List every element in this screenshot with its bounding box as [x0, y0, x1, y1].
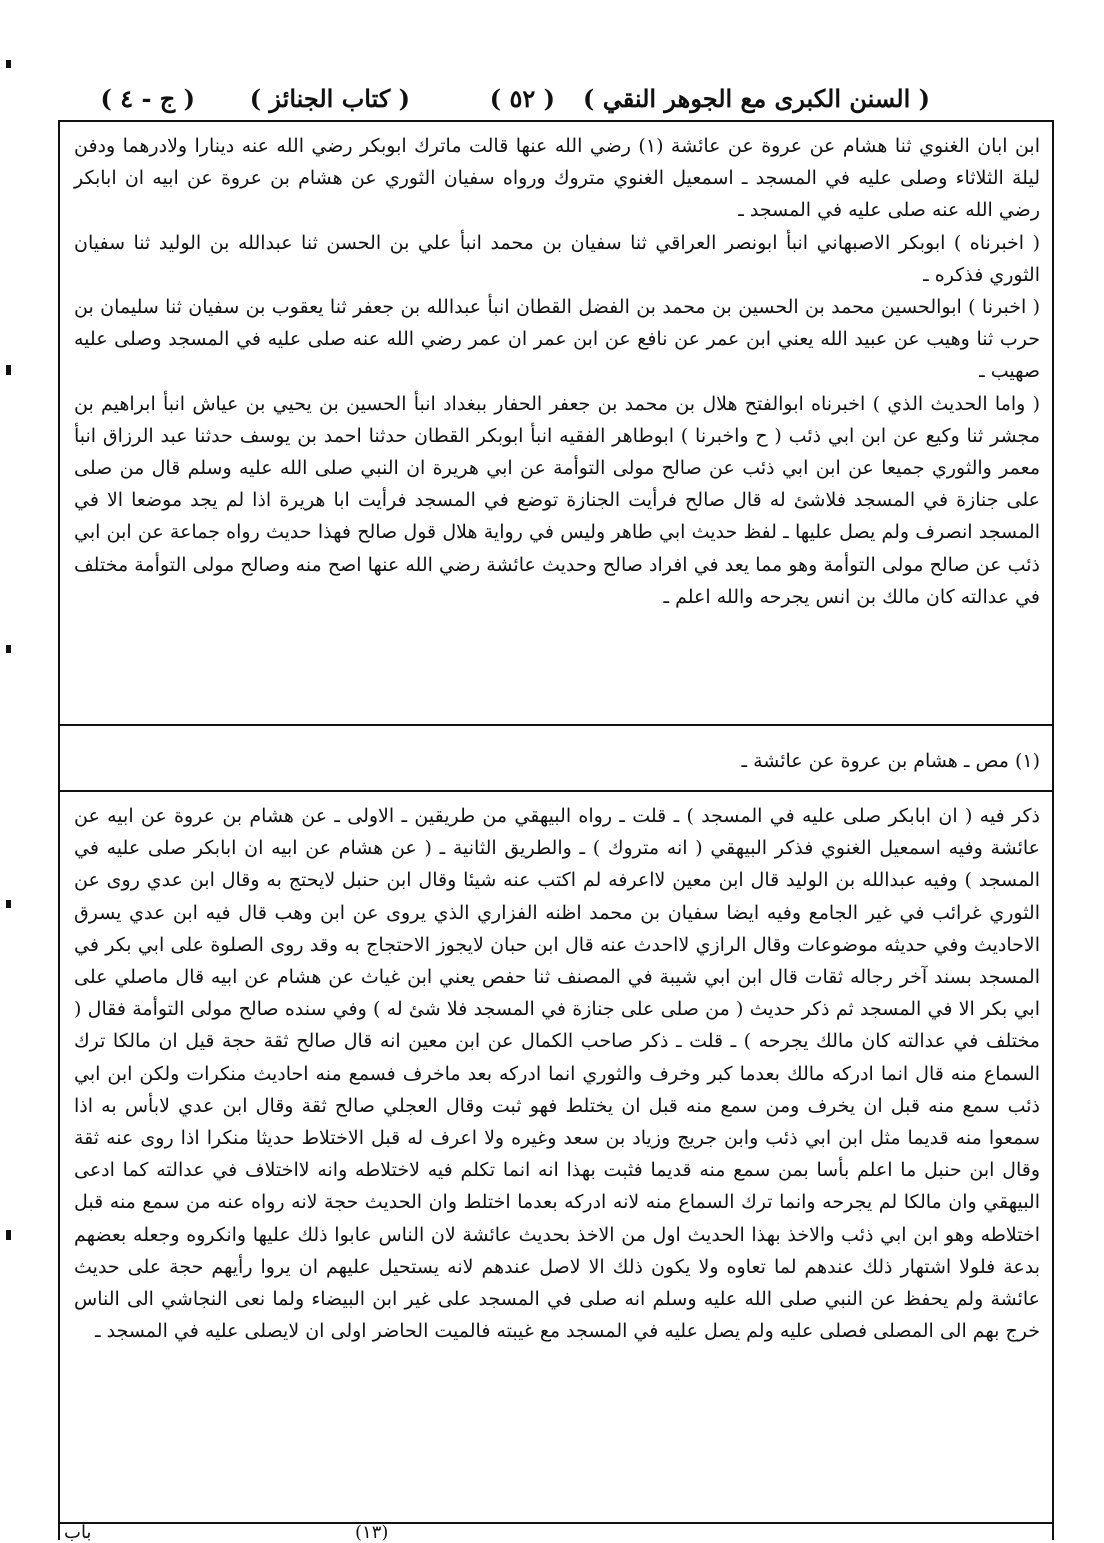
column-rule-left [58, 120, 60, 1540]
page-number: ( ٥٢ ) [489, 84, 555, 113]
main-text [74, 130, 1040, 613]
column-rule-right [1052, 120, 1054, 1540]
commentary-divider [58, 790, 1054, 792]
margin-mark [6, 1230, 11, 1240]
commentary-paragraph: ذكر فيه ( ان ابابكر صلى عليه في المسجد ) ـ قلت ـ رواه البيهقي من طريقين ـ الاولى ـ عن هشام بن عروة عن ابيه عن عائشة وفيه اسمعيل الغنوي فذكر البيهقي ( انه متروك ) ـ والطريق الثانية ـ ( عن هشام عن ابيه ان ابابكر صلى عليه في المسجد ) وفيه عبدالله بن الوليد قال ابن معين لااعرفه لم اكتب عنه شيئا وقال ابن حنبل لايحتج به وقال ابن عدي روى عن الثوري غرائب في غير الجامع وفيه ايضا سفيان بن محمد اظنه الفزاري الذي يروى عن ابن وهب قال فيه ابن عدي يسرق الاحاديث وفي حديثه موضوعات وقال الرازي لااحدث عنه قال ابن حبان لايجوز الاحتجاج به وقد روى الصلوة على ابي بكر في المسجد بسند آخر رجاله ثقات قال ابن ابي شيبة في المصنف ثنا حفص يعني ابن غياث عن هشام عن ابيه قال ماصلي على ابي بكر الا في المسجد ثم ذكر حديث ( من صلى على جنازة في المسجد فلا شئ له ) وفي سنده صالح مولى التوأمة فقال ( مختلف في عدالته كان مالك يجرحه ) ـ قلت ـ ذكر صاحب الكمال عن ابن معين انه قال صالح ثقة حجة قيل ان مالكا ترك السماع منه قال انما ادركه مالك بعدما كبر وخرف والثوري انما ادركه بعد ماخرف فسمع منه احاديث منكرات ولكن ابن ابي ذئب سمع منه قبل ان يخرف ومن سمع منه قبل ان يختلط فهو ثبت وقال العجلي صالح ثقة وقال ابن عدي لابأس به اذا سمعوا منه قديما مثل ابن ابي ذئب وابن جريج وزياد بن سعد وغيره ولا اعرف له قبل الاختلاط حديثا منكرا اذا روى عنه ثقة وقال ابن حنبل ما اعلم بأسا بمن سمع منه قديما فثبت بهذا انه انما تكلم فيه لاختلاطه وانه لااختلاف في عدالته كما ادعى البيهقي وان مالكا لم يجرحه وانما ترك السماع منه لانه ادركه بعدما اختلط وان الحديث حجة لانه رواه عنه من سمع منه قبل اختلاطه وهو ابن ابي ذئب والاخذ بهذا الحديث اول من الاخذ بحديث عائشة لان الناس عابوا ذلك عليها وانكروه وجعله بعضهم بدعة فلولا اشتهار ذلك عندهم لما تعاوه ولا يكون ذلك الا لاصل عندهم لانه يستحيل عليهم ان يروا رأيهم حجة على حديث عائشة ولم يحفظ عن النبي صلى الله عليه وسلم انه صلى في المسجد على غير ابن البيضاء ولما نعى النجاشي الى الناس خرج بهم الى المصلى فصلى عليه ولم يصل عليه في المسجد مع غيبته فالميت الحاضر اولى ان لايصلى عليه في المسجد ـ [74, 805, 1040, 1343]
commentary-text [74, 800, 1040, 1347]
margin-mark [6, 900, 11, 908]
margin-mark [6, 645, 11, 653]
main-paragraph: ( واما الحديث الذي ) اخبرناه ابوالفتح هلال بن محمد بن جعفر الحفار ببغداد انبأ الحسين بن يحيي بن عياش انبأ ابراهيم بن مجشر ثنا وكيع عن ابن ابي ذئب ( ح واخبرنا ) ابوطاهر الفقيه انبأ ابوبكر القطان حدثنا احمد بن يوسف حدثنا عبد الرزاق انبأ معمر والثوري جميعا عن ابن ابي ذئب عن صالح مولى التوأمة عن ابي هريرة ان النبي صلى الله عليه وسلم قال من صلى على جنازة في المسجد فلاشئ له قال صالح فرأيت الجنازة توضع في المسجد فرأيت ابا هريرة اذا لم يجد موضعا الا في المسجد انصرف ولم يصل عليها ـ لفظ حديث ابي طاهر وليس في رواية هلال قول صالح فهذا حديث رواه جماعة عن ابن ابي ذئب عن صالح مولى التوأمة وهو مما يعد في افراد صالح وحديث عائشة رضي الله عنها اصح منه وصالح مولى التوأمة مختلف في عدالته كان مالك بن انس يجرحه والله اعلم ـ [74, 392, 1040, 608]
main-paragraph: ابن ابان الغنوي ثنا هشام عن عروة عن عائشة (١) رضي الله عنها قالت ماترك ابوبكر رضي الله عنه دينارا ولادرهما ودفن ليلة الثلاثاء وصلى عليه في المسجد ـ اسمعيل الغنوي متروك ورواه سفيان الثوري عن هشام بن عروة عن ابيه ان ابابكر رضي الله عنه صلى عليه في المسجد ـ [74, 135, 1040, 222]
main-paragraph: ( اخبرناه ) ابوبكر الاصبهاني انبأ ابونصر العراقي ثنا سفيان بن محمد انبأ علي بن الحسن ثنا عبدالله بن الوليد ثنا سفيان الثوري فذكره ـ [74, 231, 1040, 286]
margin-mark [6, 60, 11, 68]
signature-left: باب [64, 1522, 92, 1543]
chapter-title: ( كتاب الجنائز ) [249, 84, 410, 113]
signature-center: (١٣) [355, 1522, 389, 1543]
header-divider [58, 120, 1054, 122]
volume-number: ( ج - ٤ ) [100, 84, 195, 113]
footnote: (١) مص ـ هشام بن عروة عن عائشة ـ [741, 750, 1040, 772]
page-header [95, 80, 930, 124]
main-paragraph: ( اخبرنا ) ابوالحسين محمد بن الحسين بن محمد بن الفضل القطان انبأ عبدالله بن جعفر ثنا يعقوب بن سفيان ثنا سليمان بن حرب ثنا وهيب عن عبيد الله يعني ابن عمر عن نافع عن ابن عمر ان عمر رضي الله عنه صلى عليه في المسجد وصلى عليه صهيب ـ [74, 296, 1040, 383]
footnote-divider [58, 724, 1054, 726]
bottom-divider [58, 1522, 1054, 1524]
margin-mark [6, 365, 11, 375]
book-title: ( السنن الكبرى مع الجوهر النقي ) [582, 84, 930, 113]
